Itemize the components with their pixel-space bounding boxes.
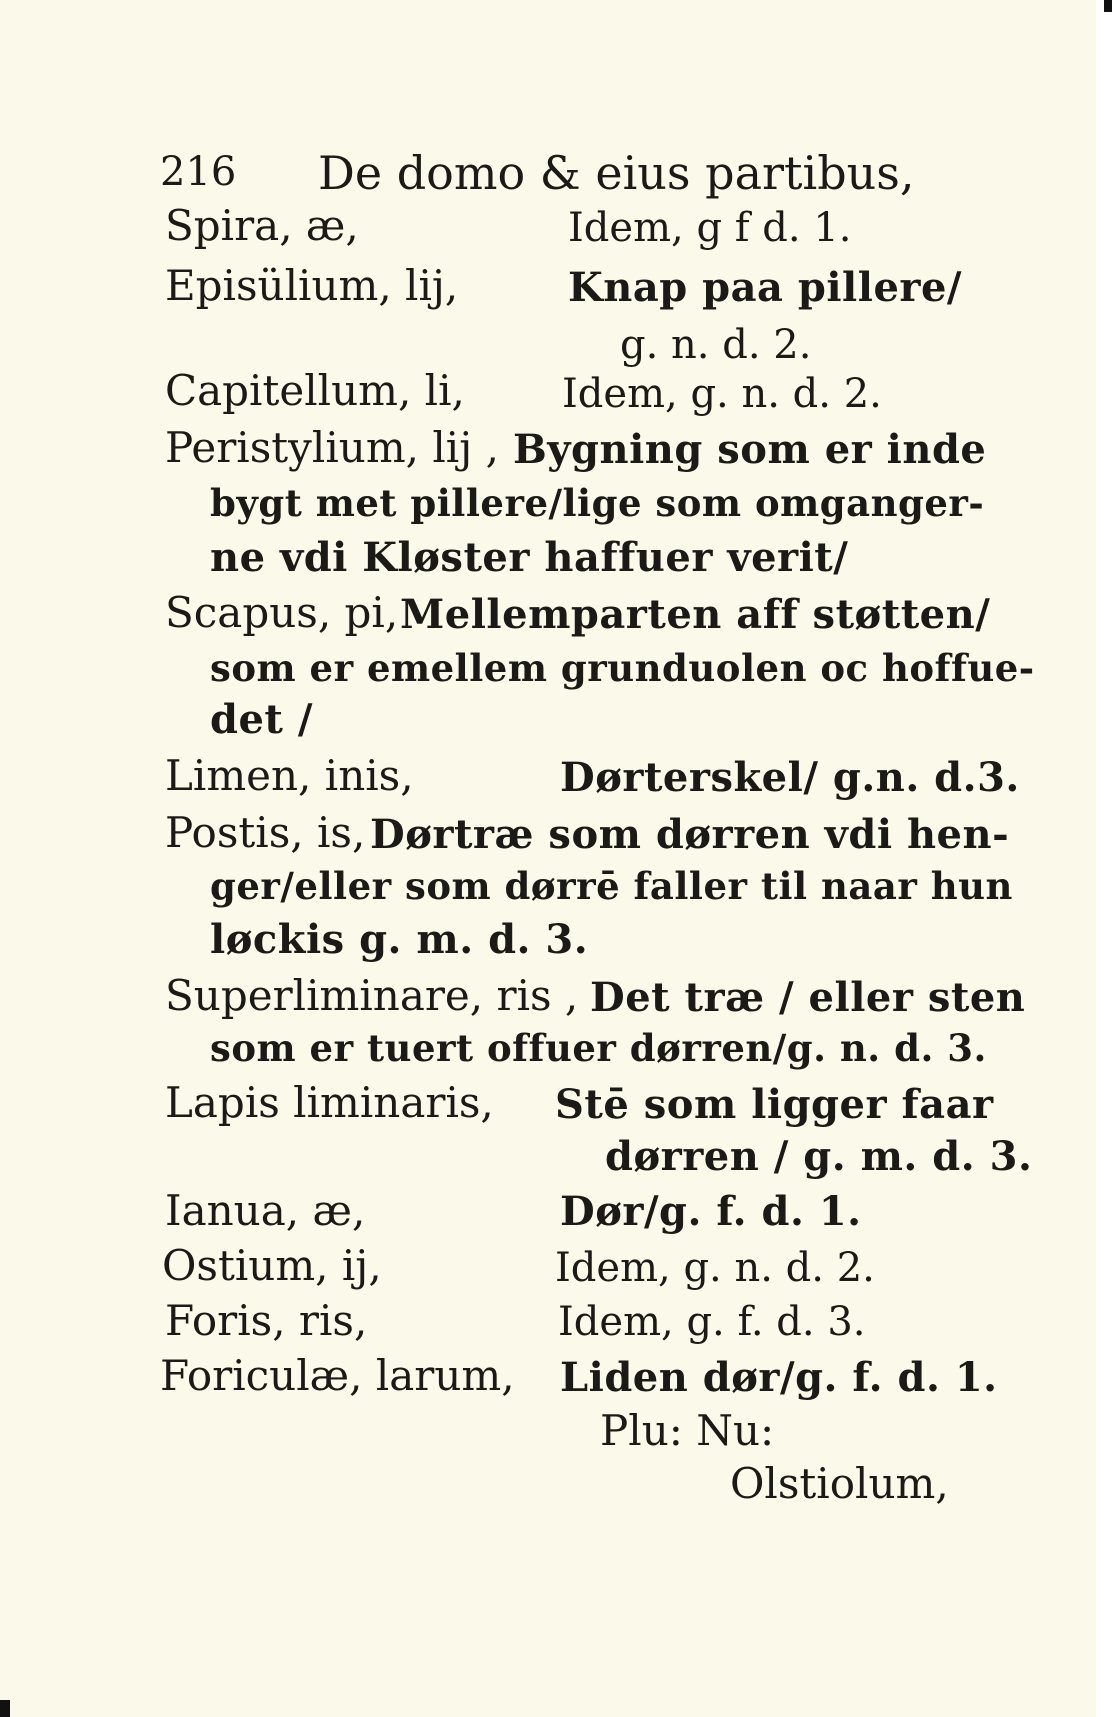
danish-gloss: Stē som ligger faar — [555, 1081, 994, 1128]
scan-margin — [1096, 0, 1120, 1717]
running-title: De domo & eius partibus, — [318, 146, 915, 200]
scan-corner-mark — [1104, 0, 1112, 12]
latin-term: Ianua, æ, — [165, 1186, 366, 1235]
danish-gloss-continued: ger/eller som dørrē faller til naar hun — [210, 864, 1013, 908]
danish-gloss: Bygning som er inde — [513, 426, 987, 473]
danish-gloss: Idem, g. n. d. 2. — [555, 1245, 875, 1291]
danish-gloss-continued: g. n. d. 2. — [620, 322, 812, 368]
plural-note: Plu: Nu: — [600, 1406, 775, 1455]
latin-term: Episülium, lij, — [165, 261, 459, 310]
danish-gloss: Det træ / eller sten — [590, 974, 1026, 1021]
danish-gloss-continued: bygt met pillere/lige som omganger- — [210, 481, 985, 525]
latin-term: Limen, inis, — [165, 751, 414, 800]
danish-gloss: Dørtræ som dørren vdi hen- — [370, 811, 1010, 858]
latin-term: Lapis liminaris, — [165, 1078, 494, 1127]
latin-term: Foriculæ, larum, — [160, 1351, 515, 1400]
latin-term: Spira, æ, — [165, 201, 359, 250]
danish-gloss-continued: som er emellem grunduolen oc hoffue- — [210, 646, 1035, 690]
danish-gloss: Liden dør/g. f. d. 1. — [560, 1354, 998, 1401]
danish-gloss-continued: løckis g. m. d. 3. — [210, 916, 589, 963]
latin-term: Foris, ris, — [165, 1296, 368, 1345]
scan-edge-mark — [0, 1700, 10, 1717]
danish-gloss: Dørterskel/ g.n. d.3. — [560, 754, 1020, 801]
danish-gloss: Idem, g. f. d. 3. — [558, 1299, 866, 1345]
danish-gloss-continued: som er tuert offuer dørren/g. n. d. 3. — [210, 1026, 987, 1070]
latin-term: Capitellum, li, — [165, 366, 465, 415]
latin-term: Ostium, ij, — [162, 1241, 382, 1290]
danish-gloss-continued: dørren / g. m. d. 3. — [605, 1133, 1033, 1180]
latin-term: Superliminare, ris , — [165, 971, 579, 1020]
danish-gloss: Idem, g f d. 1. — [568, 205, 852, 251]
danish-gloss: Knap paa pillere/ — [568, 264, 963, 311]
catchword: Olstiolum, — [730, 1459, 949, 1508]
page-number: 216 — [160, 149, 237, 195]
danish-gloss: Idem, g. n. d. 2. — [562, 371, 882, 417]
danish-gloss-continued: ne vdi Kløster haffuer verit/ — [210, 534, 849, 581]
latin-term: Peristylium, lij , — [165, 423, 499, 472]
latin-term: Scapus, pi, — [165, 588, 399, 637]
danish-gloss: Mellemparten aff støtten/ — [400, 591, 991, 638]
danish-gloss: Dør/g. f. d. 1. — [560, 1188, 862, 1235]
latin-term: Postis, is, — [165, 808, 366, 857]
danish-gloss-continued: det / — [210, 696, 313, 743]
